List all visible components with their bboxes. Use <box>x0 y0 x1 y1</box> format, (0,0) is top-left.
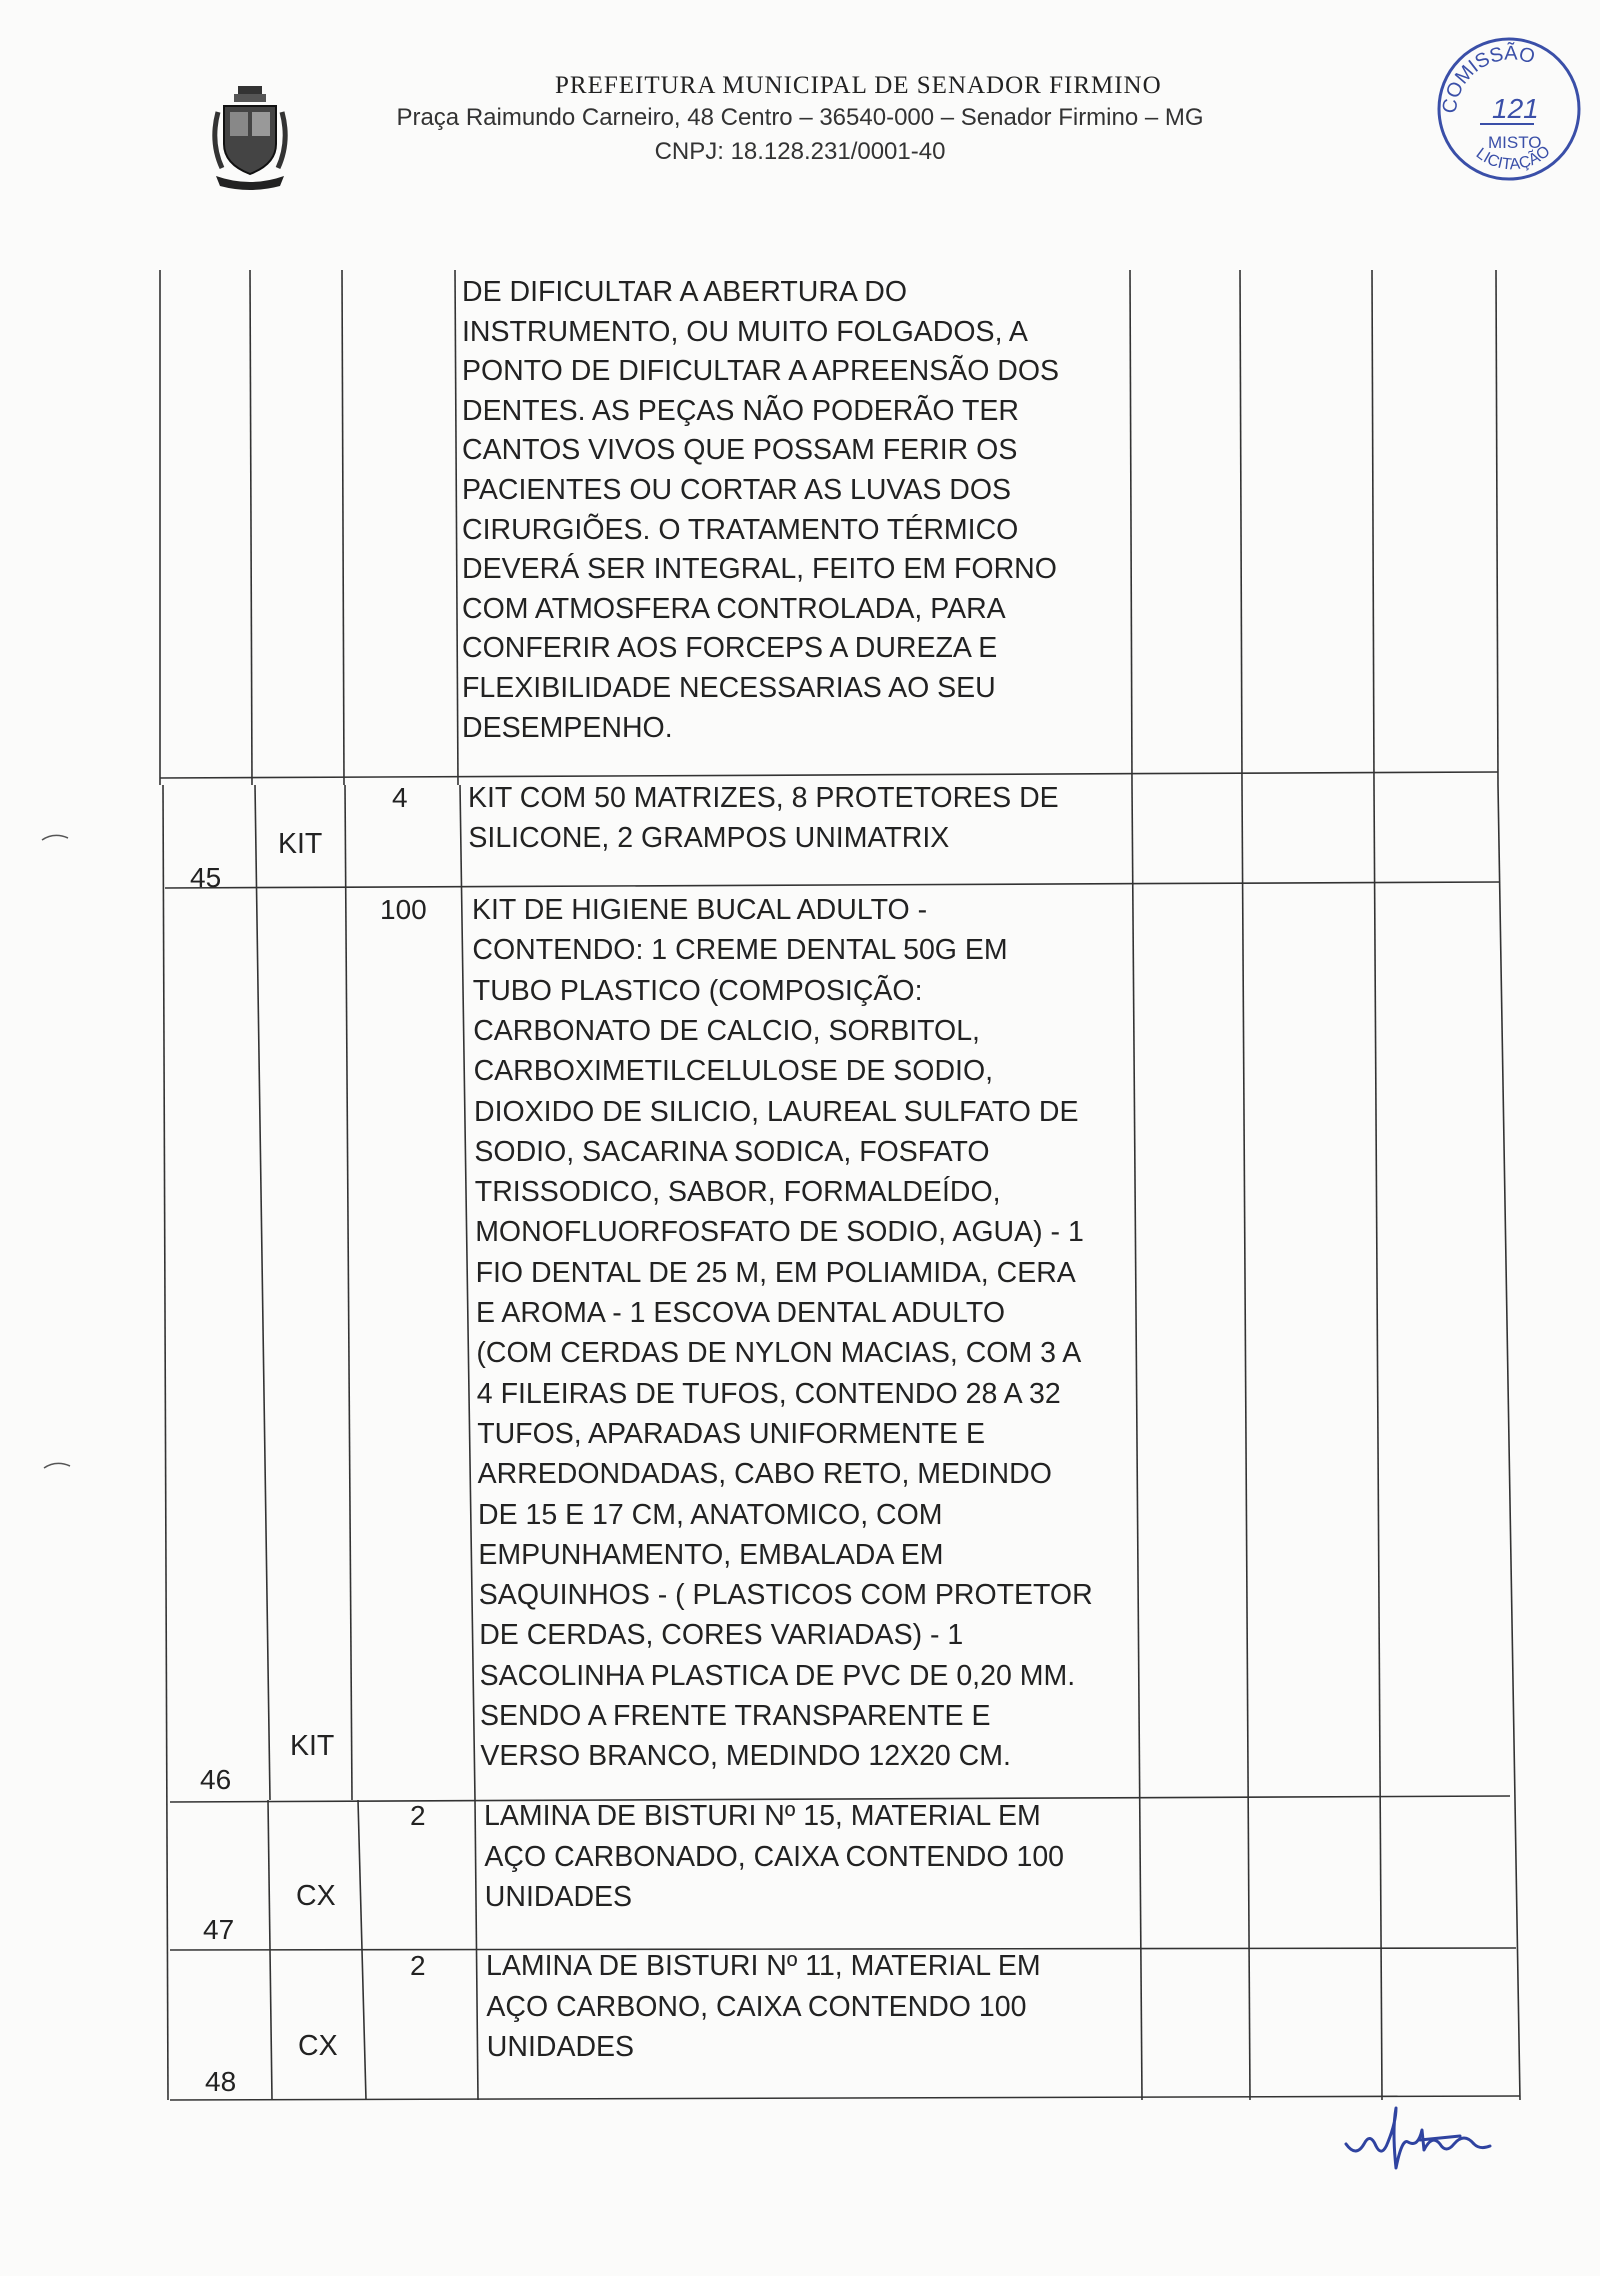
description-line: DE CERDAS, CORES VARIADAS) - 1 <box>479 1619 964 1652</box>
description-line: SACOLINHA PLASTICA DE PVC DE 0,20 MM. <box>479 1659 1076 1692</box>
description-line: DENTES. AS PEÇAS NÃO PODERÃO TER <box>462 394 1019 427</box>
description-line: E AROMA - 1 ESCOVA DENTAL ADULTO <box>476 1297 1005 1329</box>
description-line: SODIO, SACARINA SODICA, FOSFATO <box>474 1135 990 1168</box>
margin-mark <box>40 832 70 842</box>
stamp-number: 121 <box>1492 93 1539 124</box>
description-line: KIT DE HIGIENE BUCAL ADULTO - <box>472 894 928 926</box>
description-line: CONFERIR AOS FORCEPS A DUREZA E <box>462 632 998 665</box>
description-line: LAMINA DE BISTURI Nº 15, MATERIAL EM <box>484 1800 1041 1832</box>
unit-cell: KIT <box>278 828 323 860</box>
description-line: EMPUNHAMENTO, EMBALADA EM <box>478 1538 944 1571</box>
description-line: FIO DENTAL DE 25 M, EM POLIAMIDA, CERA <box>475 1256 1076 1289</box>
item-number: 45 <box>190 862 222 893</box>
quantity-cell: 2 <box>410 1950 426 1981</box>
unit-cell: KIT <box>290 1730 335 1762</box>
unit-cell: CX <box>296 1880 336 1912</box>
quantity-cell: 4 <box>392 782 408 813</box>
unit-cell: CX <box>298 2030 338 2062</box>
description-line: TRISSODICO, SABOR, FORMALDEÍDO, <box>474 1176 1001 1209</box>
description-line: INSTRUMENTO, OU MUITO FOLGADOS, A <box>462 315 1028 348</box>
handwritten-signature <box>1340 2100 1520 2180</box>
quantity-cell: 2 <box>410 1800 426 1831</box>
margin-mark <box>42 1460 72 1470</box>
header-address: Praça Raimundo Carneiro, 48 Centro – 36540-000 – Senador Firmino – MG <box>396 104 1204 131</box>
description-line: AÇO CARBONADO, CAIXA CONTENDO 100 <box>484 1840 1065 1873</box>
item-number: 48 <box>205 2066 237 2097</box>
description-line: UNIDADES <box>486 2031 635 2063</box>
description-line: COM ATMOSFERA CONTROLADA, PARA <box>462 592 1006 625</box>
quantity-cell: 100 <box>380 894 427 925</box>
description-line: SILICONE, 2 GRAMPOS UNIMATRIX <box>468 822 950 854</box>
header-title: PREFEITURA MUNICIPAL DE SENADOR FIRMINO <box>555 72 1162 99</box>
stamp-middle: MISTO <box>1488 133 1542 152</box>
description-line: DIOXIDO DE SILICIO, LAUREAL SULFATO DE <box>474 1095 1079 1128</box>
description-line: CARBONATO DE CALCIO, SORBITOL, <box>473 1014 980 1047</box>
description-line: UNIDADES <box>484 1881 633 1913</box>
description-line: CARBOXIMETILCELULOSE DE SODIO, <box>473 1055 994 1088</box>
description-line: TUFOS, APARADAS UNIFORMENTE E <box>477 1417 985 1450</box>
description-line: CONTENDO: 1 CREME DENTAL 50G EM <box>472 934 1008 967</box>
description-line: CIRURGIÕES. O TRATAMENTO TÉRMICO <box>462 513 1019 546</box>
item-number: 46 <box>200 1764 232 1795</box>
description-line: SAQUINHOS - ( PLASTICOS COM PROTETOR <box>478 1579 1093 1612</box>
description-line: KIT COM 50 MATRIZES, 8 PROTETORES DE <box>468 782 1059 814</box>
description-line: DEVERÁ SER INTEGRAL, FEITO EM FORNO <box>462 553 1057 586</box>
description-line: AÇO CARBONO, CAIXA CONTENDO 100 <box>486 1990 1027 2023</box>
description-line: LAMINA DE BISTURI Nº 11, MATERIAL EM <box>486 1950 1041 1982</box>
stamp-top-text: COMISSÃO <box>1438 42 1538 115</box>
description-line: ARREDONDADAS, CABO RETO, MEDINDO <box>477 1458 1052 1491</box>
description-line: DE 15 E 17 CM, ANATOMICO, COM <box>478 1498 943 1531</box>
description-line: CANTOS VIVOS QUE POSSAM FERIR OS <box>462 434 1018 467</box>
description-line: (COM CERDAS DE NYLON MACIAS, COM 3 A <box>476 1337 1082 1370</box>
description-line: DE DIFICULTAR A ABERTURA DO <box>462 276 908 308</box>
description-line: PACIENTES OU CORTAR AS LUVAS DOS <box>462 474 1012 506</box>
header-cnpj: CNPJ: 18.128.231/0001-40 <box>654 138 946 165</box>
description-line: 4 FILEIRAS DE TUFOS, CONTENDO 28 A 32 <box>476 1377 1061 1410</box>
stamp-bottom-text: LICITAÇÃO <box>1472 142 1554 174</box>
description-line: VERSO BRANCO, MEDINDO 12X20 CM. <box>480 1740 1011 1773</box>
description-line: MONOFLUORFOSFATO DE SODIO, AGUA) - 1 <box>475 1216 1084 1249</box>
description-line: TUBO PLASTICO (COMPOSIÇÃO: <box>472 974 923 1007</box>
description-line: SENDO A FRENTE TRANSPARENTE E <box>480 1700 991 1732</box>
description-line: PONTO DE DIFICULTAR A APREENSÃO DOS <box>462 355 1060 388</box>
description-line: FLEXIBILIDADE NECESSARIAS AO SEU <box>462 672 996 704</box>
item-number: 47 <box>203 1914 235 1945</box>
description-line: DESEMPENHO. <box>462 711 673 744</box>
